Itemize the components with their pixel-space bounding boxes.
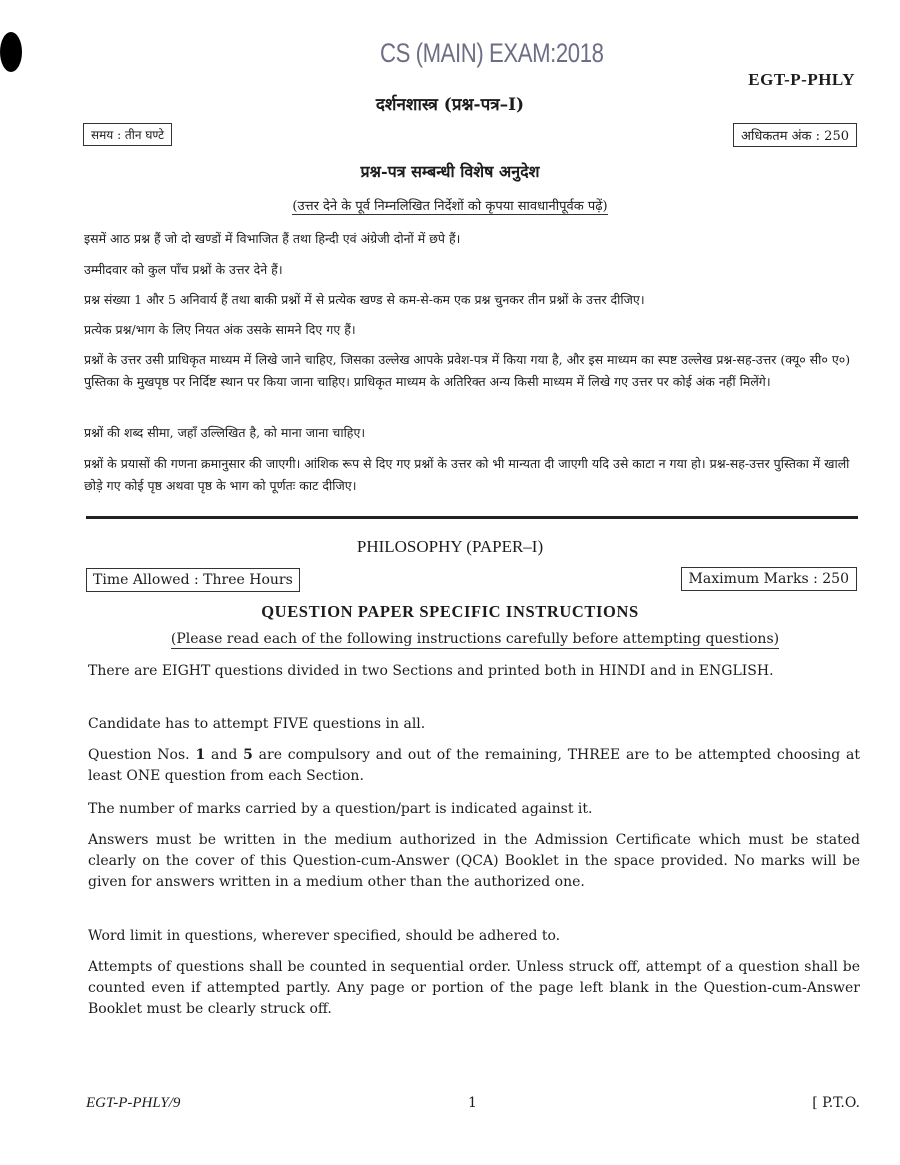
hindi-instruction-2: उम्मीदवार को कुल पाँच प्रश्नों के उत्तर देने हैं।: [84, 262, 283, 277]
instructions-heading: QUESTION PAPER SPECIFIC INSTRUCTIONS: [261, 602, 639, 621]
hindi-paper-title: दर्शनशास्त्र (प्रश्न-पत्र–I): [375, 95, 525, 115]
hindi-instructions-heading: प्रश्न-पत्र सम्बन्धी विशेष अनुदेश: [360, 162, 540, 181]
please-turn-over: [ P.T.O.: [812, 1095, 860, 1111]
english-paper-title: PHILOSOPHY (PAPER–I): [356, 537, 544, 556]
hindi-instruction-5: प्रश्नों के उत्तर उसी प्राधिकृत माध्यम में लिखे जाने चाहिए, जिसका उल्लेख आपके प्रवेश-पत्र में किया गया है, और इस माध्यम का स्पष्ट उल्लेख प्रश्न-सह-उत्तर (क्यू० सी० ए०) पुस्तिका के मुखपृष्ठ पर निर्दिष्ट स्थान पर किया जाना चाहिए। प्राधिकृत माध्यम के अतिरिक्त अन्य किसी माध्यम में लिखे गए उत्तर पर कोई अंक नहीं मिलेंगे।: [84, 352, 851, 389]
maximum-marks-box: Maximum Marks : 250: [681, 567, 857, 591]
hindi-instruction-3: प्रश्न संख्या 1 और 5 अनिवार्य हैं तथा बाकी प्रश्नों में से प्रत्येक खण्ड से कम-से-कम एक प्रश्न चुनकर तीन प्रश्नों के उत्तर दीजिए।: [84, 292, 645, 307]
hindi-instruction-7: प्रश्नों के प्रयासों की गणना क्रमानुसार की जाएगी। आंशिक रूप से दिए गए प्रश्नों के उत्तर को भी मान्यता दी जाएगी यदि उसे काटा न गया हो। प्रश्न-सह-उत्तर पुस्तिका में खाली छोड़े गए कोई पृष्ठ अथवा पृष्ठ के भाग को पूर्णतः काट दीजिए।: [84, 456, 850, 493]
hindi-instruction-6: प्रश्नों की शब्द सीमा, जहाँ उल्लिखित है, को माना जाना चाहिए।: [84, 425, 366, 440]
hindi-instructions-subheading: (उत्तर देने के पूर्व निम्नलिखित निर्देशों को कृपया सावधानीपूर्वक पढ़ें): [292, 199, 608, 214]
time-allowed-box: Time Allowed : Three Hours: [86, 568, 300, 592]
instruction-3: Question Nos. 1 and 5 are compulsory and out of the remaining, THREE are to be attempted choosing at least ONE question from each Section.: [88, 747, 860, 784]
instruction-6: Word limit in questions, wherever specified, should be adhered to.: [88, 928, 561, 944]
exam-stamp: CS (MAIN) EXAM:2018: [380, 38, 604, 68]
punch-hole-mark: [0, 32, 22, 72]
footer-paper-code: EGT-P-PHLY/9: [86, 1095, 181, 1111]
section-divider: [86, 516, 858, 519]
instruction-5: Answers must be written in the medium authorized in the Admission Certificate which must be stated clearly on the cover of this Question-cum-Answer (QCA) Booklet in the space provided. No marks will be given for answers written in a medium other than the authorized one.: [88, 832, 860, 890]
instruction-4: The number of marks carried by a question/part is indicated against it.: [88, 801, 593, 817]
hindi-max-marks-box: अधिकतम अंक : 250: [733, 123, 857, 147]
instruction-2: Candidate has to attempt FIVE questions in all.: [88, 716, 426, 732]
instruction-7: Attempts of questions shall be counted in sequential order. Unless struck off, attempt of a question shall be counted even if attempted partly. Any page or portion of the page left blank in the Question-cum-Answer Booklet must be clearly struck off.: [88, 959, 860, 1017]
hindi-instruction-4: प्रत्येक प्रश्न/भाग के लिए नियत अंक उसके सामने दिए गए हैं।: [84, 322, 356, 337]
hindi-time-box: समय : तीन घण्टे: [83, 123, 172, 146]
hindi-instruction-1: इसमें आठ प्रश्न हैं जो दो खण्डों में विभाजित हैं तथा हिन्दी एवं अंग्रेजी दोनों में छपे हैं।: [84, 231, 461, 246]
page-number: 1: [468, 1095, 477, 1111]
instructions-subheading: (Please read each of the following instructions carefully before attempting questions): [170, 631, 780, 647]
instruction-1: There are EIGHT questions divided in two Sections and printed both in HINDI and in ENGLISH.: [88, 663, 774, 679]
paper-code: EGT-P-PHLY: [748, 70, 855, 89]
